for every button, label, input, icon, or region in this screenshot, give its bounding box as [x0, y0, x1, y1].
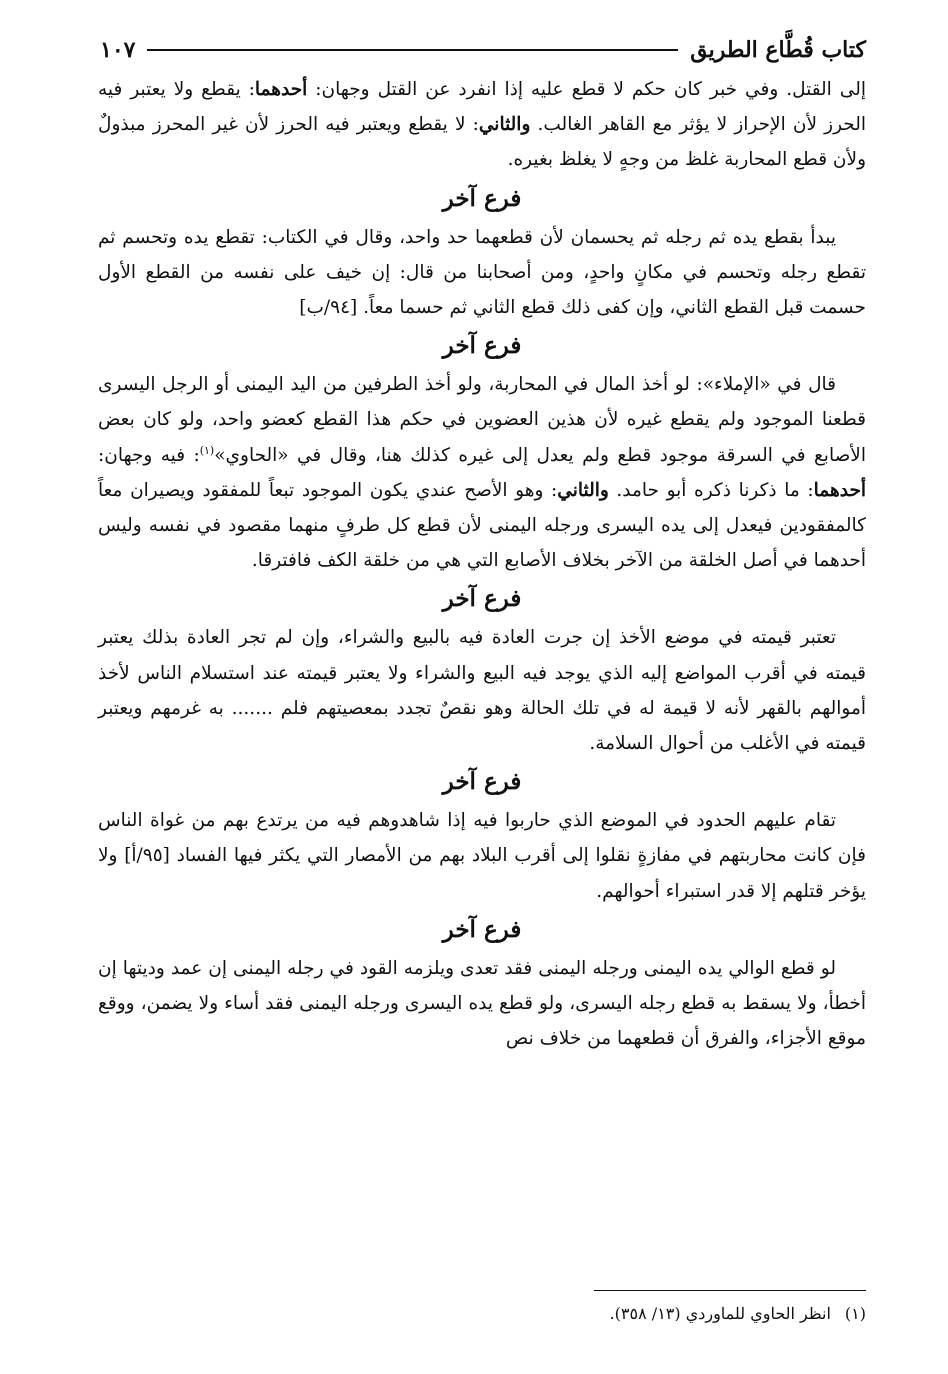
text-run: : وهو الأصح عندي يكون الموجود تبعاً للمفقود ويصيران معاً كالمفقودين فيعدل إلى يده اليسرى ورجله اليمنى لأن قطع كل طرفٍ منهما مقصود في نفسه وليس أحدهما في أصل الخلقة من الآخر بخلاف الأصابع التي هي من خلقة الكف فافترقا.	[98, 479, 866, 572]
header-rule	[147, 49, 678, 51]
paragraph-continuation	[98, 72, 866, 178]
paragraph: لو قطع الوالي يده اليمنى ورجله اليمنى فقد تعدى ويلزمه القود في رجله اليمنى إن عمد وديتها إن أخطأ، ولا يسقط به قطع رجله اليسرى، ولو قطع يده اليسرى ورجله اليمنى فقد أساء ولا يضمن، ووقع موقع الأجزاء، والفرق أن قطعهما من خلاف نص	[98, 957, 866, 1050]
paragraph: يبدأ بقطع يده ثم رجله ثم يحسمان لأن قطعهما حد واحد، وقال في الكتاب: تقطع يده وتحسم ثم تقطع رجله وتحسم في مكانٍ واحدٍ، ومن أصحابنا من قال: إن خيف على نفسه من القطع الأول حسمت قبل القطع الثاني، وإن كفى ذلك قطع الثاني ثم حسما معاً. [٩٤/ب]	[98, 226, 866, 319]
text-run: : لا يقطع ويعتبر فيه الحرز لأن غير المحرز مبذولٌ ولأن قطع المحاربة غلظ من وجهٍ لا يغلظ بغيره.	[98, 114, 866, 171]
footnote	[98, 1302, 866, 1326]
section-title: فرع آخر	[442, 768, 522, 796]
footnote-divider	[594, 1290, 866, 1291]
text-run: إلى القتل. وفي خبر كان حكم لا قطع عليه إذا انفرد عن القتل وجهان:	[307, 79, 866, 100]
text-run: : يقطع ولا يعتبر فيه الحرز لأن الإحراز لا يؤثر مع القاهر الغالب.	[98, 79, 867, 136]
page-header	[100, 30, 866, 70]
footnote-text: انظر الحاوي للماوردي (١٣/ ٣٥٨).	[609, 1304, 831, 1323]
bold-term: أحدهما	[813, 479, 867, 501]
section-title: فرع آخر	[442, 915, 522, 943]
footnote-marker: (١)	[199, 443, 215, 457]
bold-term: والثاني	[478, 114, 531, 136]
paragraph	[98, 367, 866, 578]
text-run: : فيه وجهان:	[98, 444, 200, 466]
text-run: قال في «الإملاء»: لو أخذ المال في المحاربة، ولو أخذ الطرفين من اليد اليمنى أو الرجل اليسرى قطعنا الموجود ولم يقطع غيره لأن هذين العضوين في حكم هذا القطع كعضو واحد، ولو كان بعض الأصابع في السرقة موجود قطع ولم يعدل إلى غيره كذلك هنا، وقال في «الحاوي»	[98, 374, 866, 466]
bold-term: أحدهما	[254, 79, 308, 100]
footnote-number: (١)	[844, 1304, 866, 1323]
book-title: كتاب قُطَّاع الطريق	[690, 37, 866, 63]
body-text	[98, 72, 866, 1056]
section-title: فرع آخر	[442, 184, 522, 212]
section-title: فرع آخر	[442, 585, 522, 613]
paragraph: تقام عليهم الحدود في الموضع الذي حاربوا فيه إذا شاهدوهم فيه من يرتدع بهم من غواة الناس فإن كانت محاربتهم في مفازةٍ نقلوا إلى أقرب البلاد بهم من الأمصار التي يكثر فيها الفساد [٩٥/أ] ولا يؤخر قتلهم إلا قدر استبراء أحوالهم.	[98, 810, 866, 902]
paragraph: تعتبر قيمته في موضع الأخذ إن جرت العادة فيه بالبيع والشراء، وإن لم تجر العادة بذلك يعتبر قيمته في أقرب المواضع إليه الذي يوجد فيه البيع والشراء ولا يعتبر قيمته عند استسلام الناس لأخذ أموالهم بالقهر لأنه لا قيمة له في تلك الحالة وهو نقصٌ تجدد بمعصيتهم فلم ....... به غرمهم ويعتبر قيمته في الأغلب من أحوال السلامة.	[98, 627, 866, 755]
page-number: ١٠٧	[100, 37, 136, 63]
bold-term: والثاني	[557, 479, 609, 501]
text-run: : ما ذكرنا ذكره أبو حامد.	[608, 479, 814, 501]
section-title: فرع آخر	[442, 332, 522, 360]
